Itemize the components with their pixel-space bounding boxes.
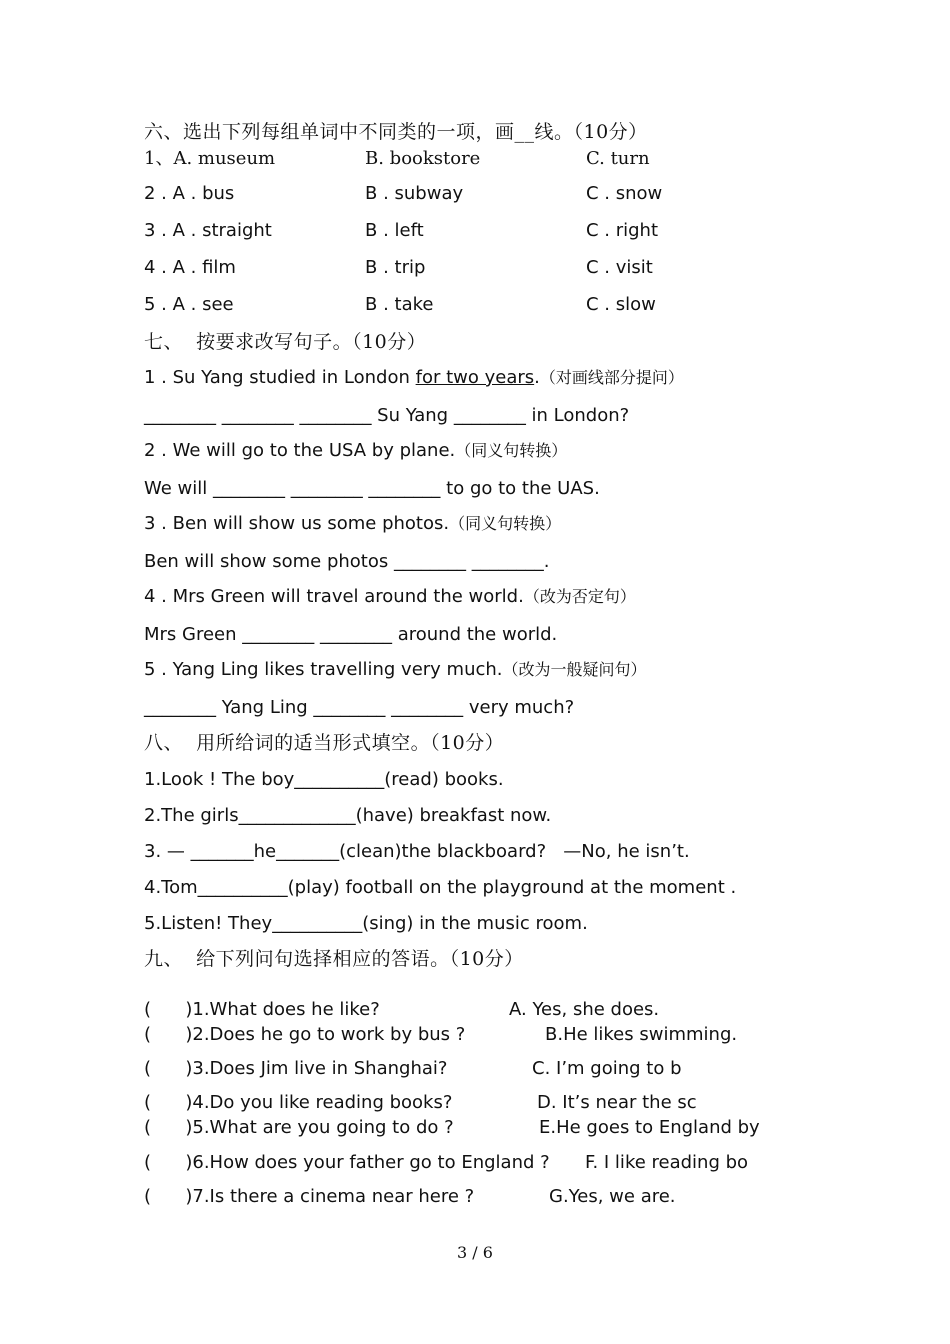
s9-question-7: ( )7.Is there a cinema near here ? bbox=[144, 1186, 475, 1207]
s7-answer-5: ________ Yang Ling ________ ________ very much? bbox=[144, 697, 575, 718]
s7-answer-3: Ben will show some photos ________ ________. bbox=[144, 551, 550, 572]
s7-question-5 bbox=[144, 659, 647, 681]
s8-item-2: 2.The girls_____________(have) breakfast now. bbox=[144, 805, 552, 826]
s6-row1-a: 1、A. museum bbox=[144, 148, 276, 169]
s9-question-1: ( )1.What does he like? bbox=[144, 999, 380, 1020]
s6-row5-b: B . take bbox=[365, 294, 434, 315]
s8-item-3: 3. — _______he_______(clean)the blackboard? —No, he isn’t. bbox=[144, 841, 690, 862]
section-7-title: 七、 按要求改写句子。（10分） bbox=[144, 331, 427, 353]
s9-answer-f: F. I like reading bo bbox=[585, 1152, 749, 1173]
s6-row4-c: C . visit bbox=[586, 257, 653, 278]
s6-row1-b: B. bookstore bbox=[365, 148, 481, 169]
s6-row2-a: 2 . A . bus bbox=[144, 183, 235, 204]
s6-row2-b: B . subway bbox=[365, 183, 464, 204]
section-8-title: 八、 用所给词的适当形式填空。（10分） bbox=[144, 732, 505, 754]
s8-item-1: 1.Look ! The boy__________(read) books. bbox=[144, 769, 504, 790]
s9-question-2: ( )2.Does he go to work by bus ? bbox=[144, 1024, 466, 1045]
s6-row4-a: 4 . A . film bbox=[144, 257, 236, 278]
s7-question-1 bbox=[144, 367, 684, 389]
s7-question-3 bbox=[144, 513, 561, 535]
s7-answer-4: Mrs Green ________ ________ around the world. bbox=[144, 624, 558, 645]
s7-q2-hint: （同义句转换） bbox=[455, 441, 568, 460]
s9-question-3: ( )3.Does Jim live in Shanghai? bbox=[144, 1058, 448, 1079]
s9-answer-b: B.He likes swimming. bbox=[545, 1024, 738, 1045]
s7-q1-hint: （对画线部分提问） bbox=[539, 368, 684, 387]
s7-q5-text: 5 . Yang Ling likes travelling very much. bbox=[144, 659, 503, 680]
s6-row1-c: C. turn bbox=[586, 148, 650, 169]
s9-question-4: ( )4.Do you like reading books? bbox=[144, 1092, 453, 1113]
s9-answer-c: C. I’m going to b bbox=[532, 1058, 682, 1079]
s9-answer-a: A. Yes, she does. bbox=[509, 999, 660, 1020]
s7-q4-text: 4 . Mrs Green will travel around the world. bbox=[144, 586, 524, 607]
s6-row5-a: 5 . A . see bbox=[144, 294, 234, 315]
s7-q1-underlined: for two years bbox=[415, 367, 535, 388]
s6-row3-c: C . right bbox=[586, 220, 659, 241]
s7-answer-1: ________ ________ ________ Su Yang ________ in London? bbox=[144, 405, 630, 426]
s6-row5-c: C . slow bbox=[586, 294, 656, 315]
s7-question-4 bbox=[144, 586, 636, 608]
page-number: 3 / 6 bbox=[457, 1243, 493, 1262]
s7-q5-hint: （改为一般疑问句） bbox=[502, 660, 647, 679]
s9-answer-d: D. It’s near the sc bbox=[537, 1092, 697, 1113]
s7-q3-text: 3 . Ben will show us some photos. bbox=[144, 513, 450, 534]
s9-question-5: ( )5.What are you going to do ? bbox=[144, 1117, 454, 1138]
s7-q1-text: 1 . Su Yang studied in London bbox=[144, 367, 416, 388]
s7-answer-2: We will ________ ________ ________ to go to the UAS. bbox=[144, 478, 600, 499]
s9-answer-e: E.He goes to England by bbox=[539, 1117, 760, 1138]
s8-item-4: 4.Tom__________(play) football on the playground at the moment . bbox=[144, 877, 737, 898]
s6-row2-c: C . snow bbox=[586, 183, 663, 204]
s8-item-5: 5.Listen! They__________(sing) in the music room. bbox=[144, 913, 588, 934]
s7-q4-hint: （改为否定句） bbox=[523, 587, 636, 606]
section-9-title: 九、 给下列问句选择相应的答语。（10分） bbox=[144, 948, 524, 970]
s6-row3-b: B . left bbox=[365, 220, 424, 241]
s6-row3-a: 3 . A . straight bbox=[144, 220, 272, 241]
s9-answer-g: G.Yes, we are. bbox=[549, 1186, 676, 1207]
section-6-title: 六、选出下列每组单词中不同类的一项，画__线。（10分） bbox=[144, 121, 648, 143]
s7-q3-hint: （同义句转换） bbox=[449, 514, 562, 533]
s6-row4-b: B . trip bbox=[365, 257, 426, 278]
s7-q2-text: 2 . We will go to the USA by plane. bbox=[144, 440, 456, 461]
s9-question-6: ( )6.How does your father go to England ? bbox=[144, 1152, 550, 1173]
s7-q1-end: . bbox=[534, 367, 540, 388]
s7-question-2 bbox=[144, 440, 567, 462]
